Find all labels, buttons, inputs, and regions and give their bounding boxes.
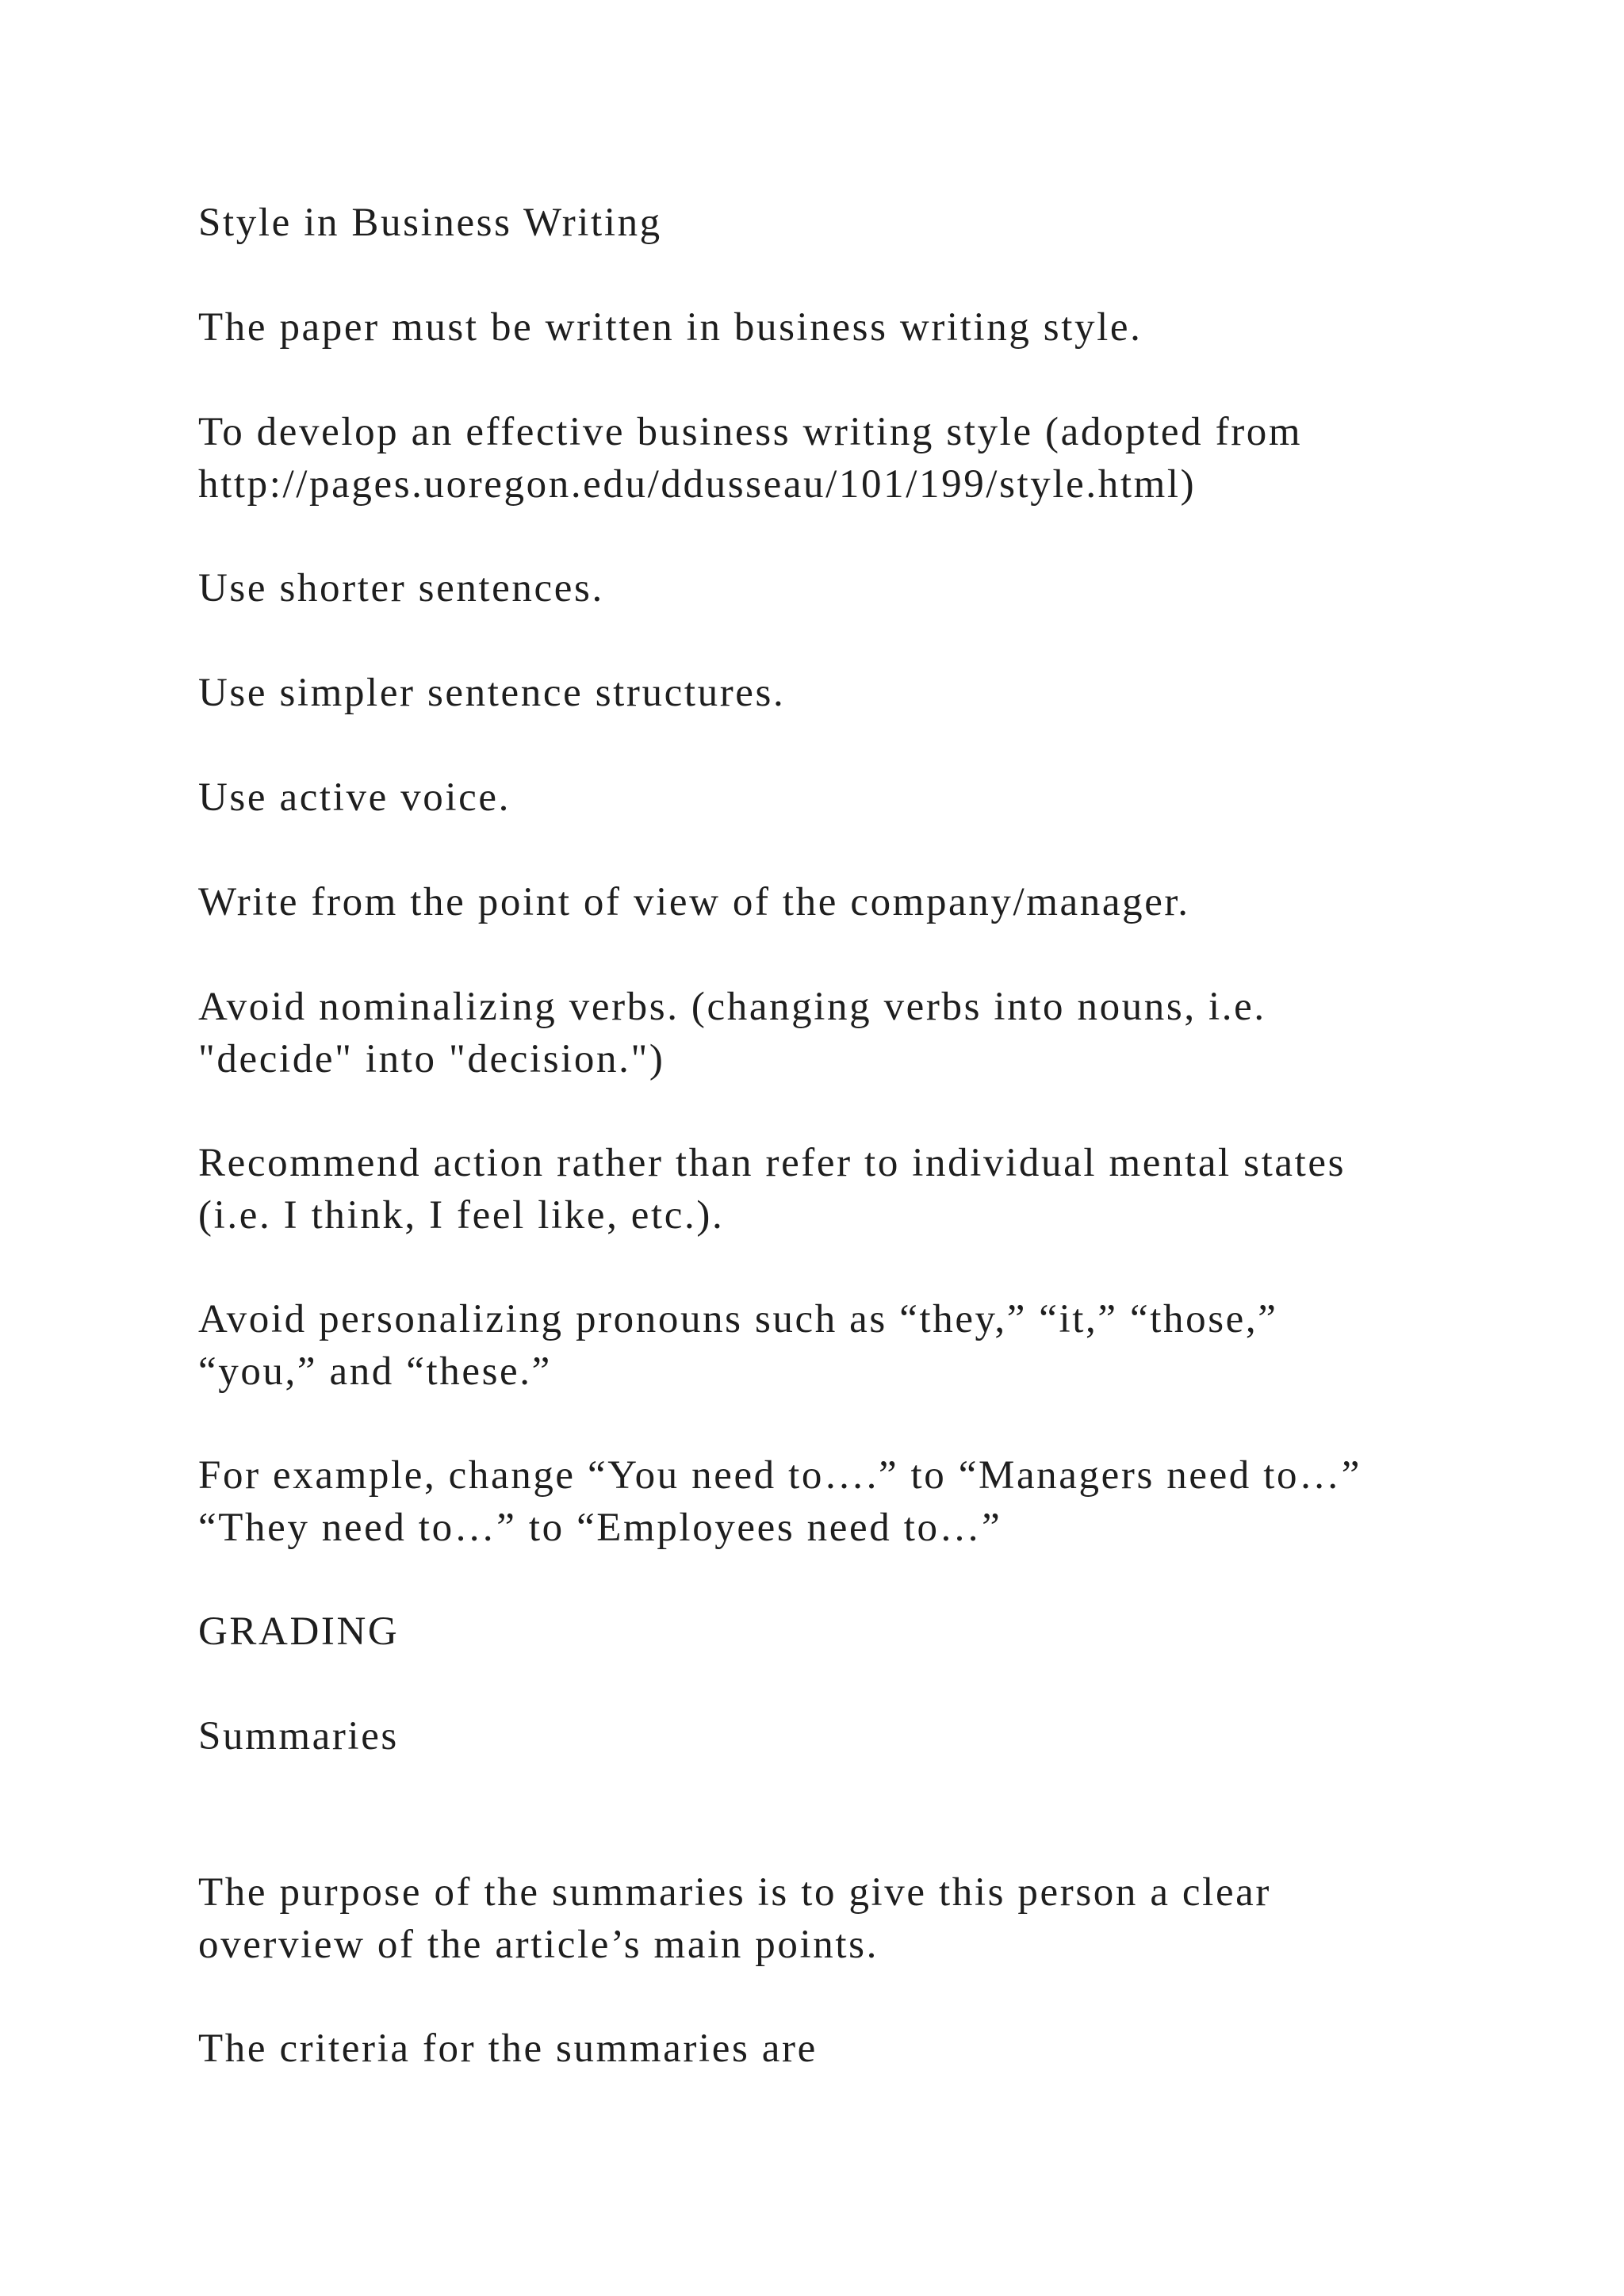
text-line: http://pages.uoregon.edu/ddusseau/101/199/style.html) [198, 462, 1197, 507]
text-line: Summaries [198, 1714, 399, 1758]
paragraph-summaries-purpose [198, 1866, 1546, 1971]
text-line: GRADING [198, 1609, 400, 1654]
paragraph-simpler-structures [198, 667, 1546, 719]
text-line: Avoid personalizing pronouns such as “they,” “it,” “those,” [198, 1297, 1278, 1341]
text-line: (i.e. I think, I feel like, etc.). [198, 1193, 725, 1238]
paragraph-shorter-sentences [198, 562, 1546, 614]
paragraph-recommend-action [198, 1137, 1546, 1242]
text-line: “you,” and “these.” [198, 1349, 552, 1394]
paragraph-summaries-criteria [198, 2022, 1546, 2075]
section-heading-summaries [198, 1710, 1546, 1762]
text-line: "decide" into "decision.") [198, 1037, 665, 1081]
text-line: For example, change “You need to….” to “Managers need to…” [198, 1453, 1362, 1498]
text-line: To develop an effective business writing style (adopted from [198, 410, 1303, 454]
paragraph-intro [198, 301, 1546, 354]
text-line: Use simpler sentence structures. [198, 671, 786, 715]
paragraph-nominalizing [198, 981, 1546, 1085]
text-line: Style in Business Writing [198, 201, 662, 245]
text-line: Use active voice. [198, 775, 511, 820]
text-line: The criteria for the summaries are [198, 2026, 818, 2071]
text-line: Use shorter sentences. [198, 566, 604, 610]
text-line: Avoid nominalizing verbs. (changing verbs into nouns, i.e. [198, 985, 1266, 1029]
text-line: “They need to…” to “Employees need to…” [198, 1506, 1002, 1550]
paragraph-example [198, 1449, 1546, 1554]
text-line: The purpose of the summaries is to give this person a clear [198, 1870, 1271, 1915]
text-line: Write from the point of view of the company/manager. [198, 880, 1190, 924]
paragraph-source [198, 406, 1546, 511]
section-heading-grading [198, 1605, 1546, 1658]
paragraph-pronouns [198, 1293, 1546, 1398]
paragraph-point-of-view [198, 876, 1546, 928]
text-line: The paper must be written in business writing style. [198, 305, 1143, 350]
text-line: overview of the article’s main points. [198, 1923, 879, 1967]
paragraph-active-voice [198, 771, 1546, 824]
document-title [198, 197, 1546, 249]
text-line: Recommend action rather than refer to individual mental states [198, 1141, 1346, 1185]
